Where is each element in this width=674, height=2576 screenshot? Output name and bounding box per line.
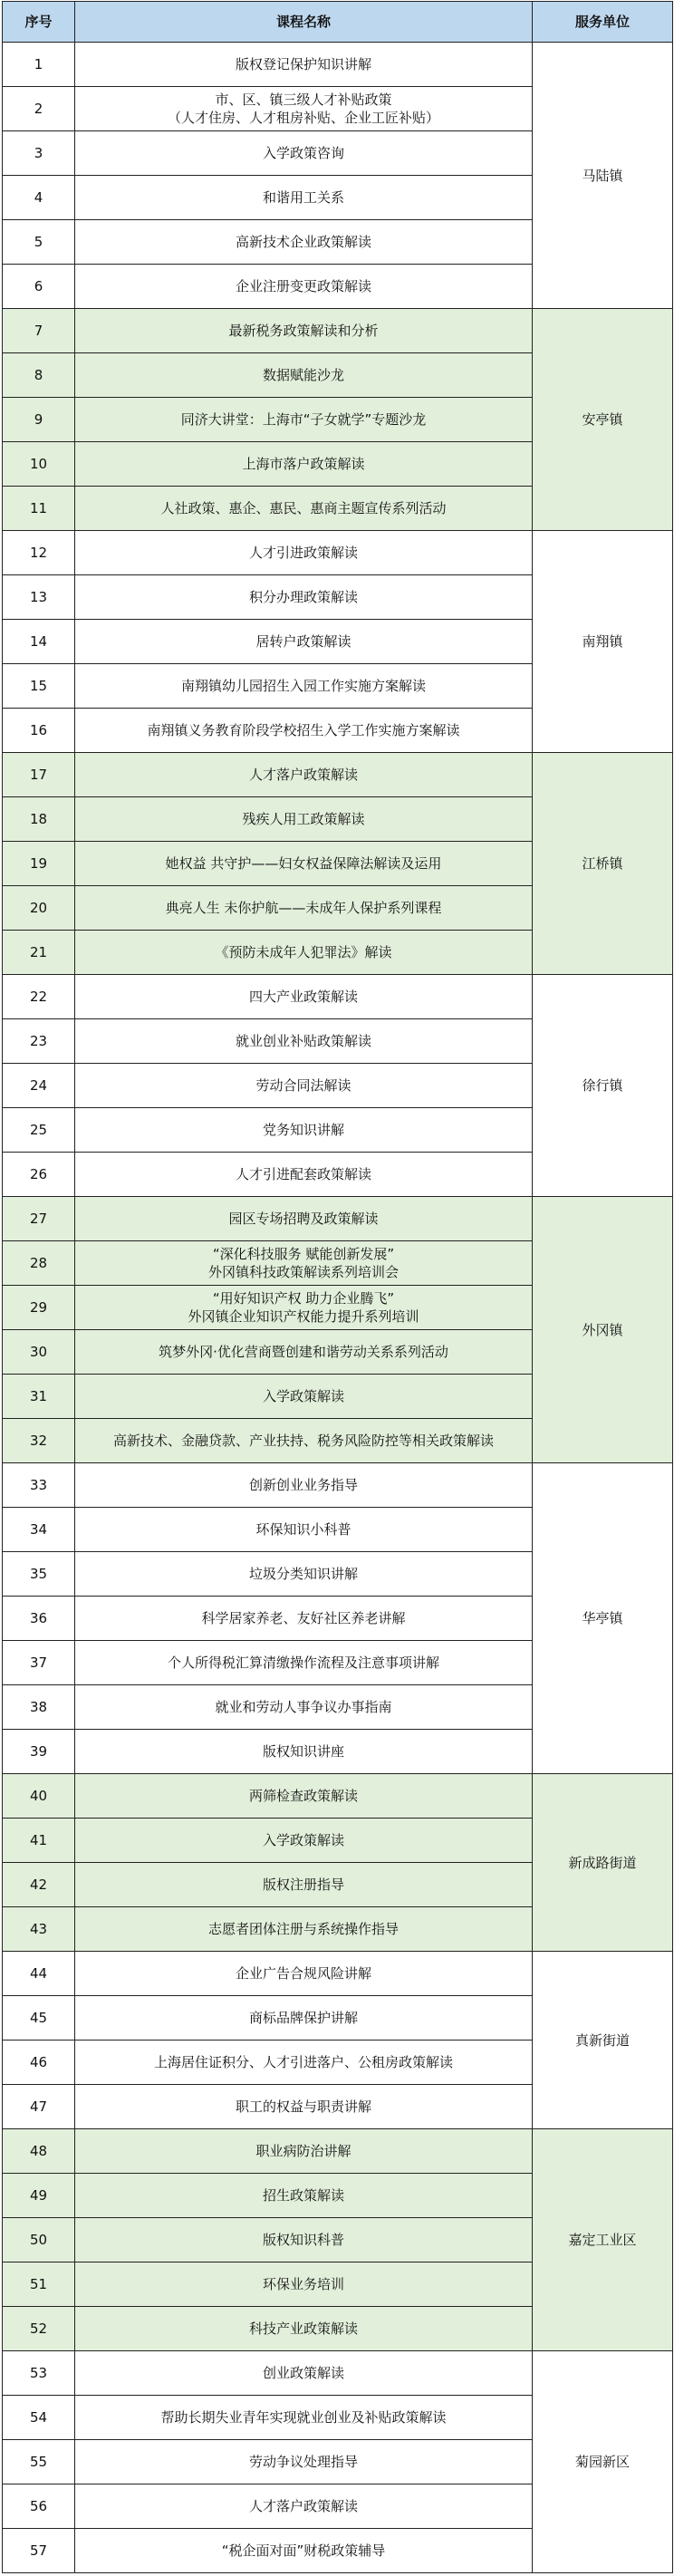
- service-unit: 嘉定工业区: [533, 2129, 673, 2351]
- course-name: 科技产业政策解读: [248, 2320, 358, 2337]
- row-number: 45: [3, 1996, 75, 2041]
- course-name: 版权注册指导: [262, 1877, 344, 1893]
- course-name-cell: [75, 2218, 533, 2262]
- course-name-cell: [75, 1819, 533, 1863]
- row-number: 18: [3, 797, 75, 842]
- course-name: 外冈镇企业知识产权能力提升系列培训: [188, 1308, 419, 1325]
- service-unit: 真新街道: [533, 1952, 673, 2129]
- course-name-cell: [75, 1463, 533, 1508]
- row-number: 31: [3, 1375, 75, 1419]
- row-number: 9: [3, 398, 75, 442]
- table-row: [3, 2129, 673, 2174]
- row-number: 34: [3, 1508, 75, 1552]
- course-name-cell: [75, 1108, 533, 1153]
- course-name-cell: [75, 87, 533, 131]
- service-unit: 新成路街道: [533, 1774, 673, 1952]
- course-name: 人才引进政策解读: [248, 545, 358, 561]
- course-name: 版权知识讲座: [262, 1743, 344, 1760]
- service-unit: 马陆镇: [533, 43, 673, 309]
- course-name-cell: [75, 1330, 533, 1375]
- row-number: 37: [3, 1641, 75, 1685]
- course-name: 帮助长期失业青年实现就业创业及补贴政策解读: [160, 2409, 447, 2426]
- row-number: 55: [3, 2440, 75, 2484]
- course-name-cell: [75, 664, 533, 709]
- course-name: 职业病防治讲解: [255, 2143, 351, 2159]
- row-number: 7: [3, 309, 75, 353]
- header-course-name: 课程名称: [75, 2, 533, 43]
- header-row: [3, 2, 673, 43]
- course-name-cell: [75, 442, 533, 487]
- row-number: 47: [3, 2085, 75, 2129]
- course-name-cell: [75, 2484, 533, 2529]
- row-number: 23: [3, 1019, 75, 1064]
- course-name-cell: [75, 1907, 533, 1952]
- row-number: 8: [3, 353, 75, 398]
- course-name: 市、区、镇三级人才补贴政策: [215, 92, 392, 108]
- course-name-cell: [75, 1730, 533, 1774]
- course-name-cell: [75, 1153, 533, 1197]
- course-name: 入学政策解读: [262, 1388, 344, 1404]
- course-name-cell: [75, 398, 533, 442]
- row-number: 11: [3, 487, 75, 531]
- table-row: [3, 2351, 673, 2396]
- row-number: 32: [3, 1419, 75, 1463]
- row-number: 4: [3, 176, 75, 220]
- row-number: 19: [3, 842, 75, 886]
- course-name-cell: [75, 131, 533, 176]
- course-name-cell: [75, 43, 533, 87]
- course-name-cell: [75, 531, 533, 575]
- course-name: 企业注册变更政策解读: [235, 278, 371, 294]
- service-unit: 华亭镇: [533, 1463, 673, 1774]
- row-number: 40: [3, 1774, 75, 1819]
- row-number: 17: [3, 753, 75, 797]
- course-name-cell: [75, 1419, 533, 1463]
- course-name: 两筛检查政策解读: [248, 1788, 358, 1804]
- table-row: [3, 309, 673, 353]
- row-number: 1: [3, 43, 75, 87]
- course-name: 园区专场招聘及政策解读: [228, 1211, 379, 1227]
- course-name-cell: [75, 886, 533, 931]
- course-name: 高新技术、金融贷款、产业扶持、税务风险防控等相关政策解读: [112, 1433, 494, 1449]
- header-service-unit: 服务单位: [533, 2, 673, 43]
- course-name-cell: [75, 1863, 533, 1907]
- row-number: 49: [3, 2174, 75, 2218]
- course-name: 创业政策解读: [262, 2365, 344, 2381]
- course-name-cell: [75, 797, 533, 842]
- row-number: 13: [3, 575, 75, 620]
- row-number: 6: [3, 265, 75, 309]
- row-number: 10: [3, 442, 75, 487]
- course-name-cell: [75, 2529, 533, 2573]
- course-name-cell: [75, 1774, 533, 1819]
- course-name: 志愿者团体注册与系统操作指导: [207, 1921, 399, 1937]
- row-number: 28: [3, 1241, 75, 1286]
- table-row: [3, 531, 673, 575]
- course-name: 她权益 共守护——妇女权益保障法解读及运用: [165, 855, 442, 872]
- course-name: 科学居家养老、友好社区养老讲解: [201, 1610, 406, 1626]
- course-name: 外冈镇科技政策解读系列培训会: [207, 1264, 399, 1280]
- course-name: 和谐用工关系: [262, 189, 344, 206]
- course-name: 筑梦外冈·优化营商暨创建和谐劳动关系系列活动: [159, 1344, 448, 1360]
- course-name: 上海居住证积分、人才引进落户、公租房政策解读: [153, 2054, 453, 2070]
- course-name: 就业创业补贴政策解读: [235, 1033, 371, 1049]
- course-name-cell: [75, 1552, 533, 1597]
- course-name-cell: [75, 2307, 533, 2351]
- course-name-cell: [75, 1064, 533, 1108]
- course-name-cell: [75, 753, 533, 797]
- course-name: 企业广告合规风险讲解: [235, 1965, 371, 1982]
- row-number: 22: [3, 975, 75, 1019]
- row-number: 12: [3, 531, 75, 575]
- course-name: 最新税务政策解读和分析: [228, 323, 379, 339]
- service-unit: 江桥镇: [533, 753, 673, 975]
- course-name-cell: [75, 353, 533, 398]
- row-number: 26: [3, 1153, 75, 1197]
- row-number: 14: [3, 620, 75, 664]
- row-number: 29: [3, 1286, 75, 1330]
- course-name: 劳动争议处理指导: [248, 2454, 358, 2470]
- service-unit: 徐行镇: [533, 975, 673, 1197]
- table-row: [3, 1774, 673, 1819]
- row-number: 33: [3, 1463, 75, 1508]
- row-number: 36: [3, 1597, 75, 1641]
- course-name: 四大产业政策解读: [248, 989, 358, 1005]
- row-number: 2: [3, 87, 75, 131]
- row-number: 57: [3, 2529, 75, 2573]
- course-name: 高新技术企业政策解读: [235, 234, 371, 250]
- course-name: “税企面对面”财税政策辅导: [221, 2542, 386, 2559]
- header-no: 序号: [3, 2, 75, 43]
- course-name-cell: [75, 265, 533, 309]
- course-name: 环保业务培训: [262, 2276, 344, 2292]
- course-name: 人才落户政策解读: [248, 2498, 358, 2514]
- course-name: 版权知识科普: [262, 2232, 344, 2248]
- course-name-cell: [75, 1508, 533, 1552]
- course-name-cell: [75, 1241, 533, 1286]
- course-table: [2, 1, 673, 2573]
- row-number: 53: [3, 2351, 75, 2396]
- table-row: [3, 753, 673, 797]
- course-name-cell: [75, 1597, 533, 1641]
- course-name: 积分办理政策解读: [248, 589, 358, 605]
- row-number: 48: [3, 2129, 75, 2174]
- course-name: 入学政策解读: [262, 1832, 344, 1848]
- course-name: 南翔镇幼儿园招生入园工作实施方案解读: [180, 678, 426, 694]
- course-name-cell: [75, 575, 533, 620]
- row-number: 52: [3, 2307, 75, 2351]
- course-name-cell: [75, 2396, 533, 2440]
- course-name: 人社政策、惠企、惠民、惠商主题宣传系列活动: [160, 500, 447, 516]
- row-number: 5: [3, 220, 75, 265]
- row-number: 43: [3, 1907, 75, 1952]
- row-number: 42: [3, 1863, 75, 1907]
- row-number: 38: [3, 1685, 75, 1730]
- course-name-cell: [75, 709, 533, 753]
- row-number: 20: [3, 886, 75, 931]
- course-name: 数据赋能沙龙: [262, 367, 344, 383]
- course-name: 个人所得税汇算清缴操作流程及注意事项讲解: [167, 1655, 439, 1671]
- course-name: 劳动合同法解读: [255, 1077, 351, 1094]
- course-name-cell: [75, 2440, 533, 2484]
- course-name: 创新创业业务指导: [248, 1477, 358, 1493]
- table-row: [3, 1952, 673, 1996]
- course-name: 招生政策解读: [262, 2187, 344, 2204]
- service-unit: 安亭镇: [533, 309, 673, 531]
- course-name-cell: [75, 620, 533, 664]
- course-name: 党务知识讲解: [262, 1122, 344, 1138]
- row-number: 24: [3, 1064, 75, 1108]
- course-name-cell: [75, 1375, 533, 1419]
- course-name-cell: [75, 975, 533, 1019]
- row-number: 27: [3, 1197, 75, 1241]
- course-name-cell: [75, 2129, 533, 2174]
- course-name: “用好知识产权 助力企业腾飞”: [212, 1290, 395, 1307]
- row-number: 35: [3, 1552, 75, 1597]
- row-number: 25: [3, 1108, 75, 1153]
- course-name-cell: [75, 1019, 533, 1064]
- course-name: 《预防未成年人犯罪法》解读: [215, 944, 392, 960]
- table-row: [3, 43, 673, 87]
- course-name-cell: [75, 842, 533, 886]
- course-name-cell: [75, 487, 533, 531]
- course-name-cell: [75, 309, 533, 353]
- row-number: 54: [3, 2396, 75, 2440]
- row-number: 41: [3, 1819, 75, 1863]
- course-name: 上海市落户政策解读: [242, 456, 365, 472]
- table-body: [3, 43, 673, 2573]
- course-name: 环保知识小科普: [255, 1521, 351, 1538]
- row-number: 16: [3, 709, 75, 753]
- row-number: 39: [3, 1730, 75, 1774]
- course-name: 版权登记保护知识讲解: [235, 56, 371, 72]
- course-name-cell: [75, 1286, 533, 1330]
- course-name: “深化科技服务 赋能创新发展”: [212, 1246, 395, 1262]
- row-number: 56: [3, 2484, 75, 2529]
- course-name: 人才落户政策解读: [248, 767, 358, 783]
- course-name: 入学政策咨询: [262, 145, 344, 161]
- row-number: 15: [3, 664, 75, 709]
- course-name-cell: [75, 1197, 533, 1241]
- course-name-cell: [75, 1641, 533, 1685]
- course-name: 残疾人用工政策解读: [242, 811, 365, 827]
- row-number: 30: [3, 1330, 75, 1375]
- course-name-cell: [75, 2041, 533, 2085]
- course-name-cell: [75, 220, 533, 265]
- row-number: 46: [3, 2041, 75, 2085]
- table-row: [3, 1197, 673, 1241]
- course-name-cell: [75, 1996, 533, 2041]
- course-name: 职工的权益与职责讲解: [235, 2098, 371, 2115]
- course-name-cell: [75, 2085, 533, 2129]
- service-unit: 外冈镇: [533, 1197, 673, 1463]
- course-name: 就业和劳动人事争议办事指南: [215, 1699, 392, 1715]
- row-number: 3: [3, 131, 75, 176]
- table-row: [3, 975, 673, 1019]
- table-row: [3, 1463, 673, 1508]
- course-name: 典亮人生 未你护航——未成年人保护系列课程: [165, 900, 442, 916]
- course-name-cell: [75, 1685, 533, 1730]
- course-name: 居转户政策解读: [255, 633, 351, 650]
- row-number: 44: [3, 1952, 75, 1996]
- course-name: 南翔镇义务教育阶段学校招生入学工作实施方案解读: [147, 722, 460, 738]
- course-name: （人才住房、人才租房补贴、企业工匠补贴）: [167, 110, 439, 126]
- course-name: 同济大讲堂：上海市“子女就学”专题沙龙: [180, 411, 427, 428]
- row-number: 50: [3, 2218, 75, 2262]
- course-name-cell: [75, 1952, 533, 1996]
- service-unit: 菊园新区: [533, 2351, 673, 2573]
- course-name: 商标品牌保护讲解: [248, 2010, 358, 2026]
- course-name: 人才引进配套政策解读: [235, 1166, 371, 1182]
- course-name-cell: [75, 2351, 533, 2396]
- course-name: 垃圾分类知识讲解: [248, 1566, 358, 1582]
- service-unit: 南翔镇: [533, 531, 673, 753]
- row-number: 51: [3, 2262, 75, 2307]
- course-name-cell: [75, 931, 533, 975]
- course-name-cell: [75, 2262, 533, 2307]
- course-name-cell: [75, 176, 533, 220]
- row-number: 21: [3, 931, 75, 975]
- table-header: [3, 2, 673, 43]
- course-name-cell: [75, 2174, 533, 2218]
